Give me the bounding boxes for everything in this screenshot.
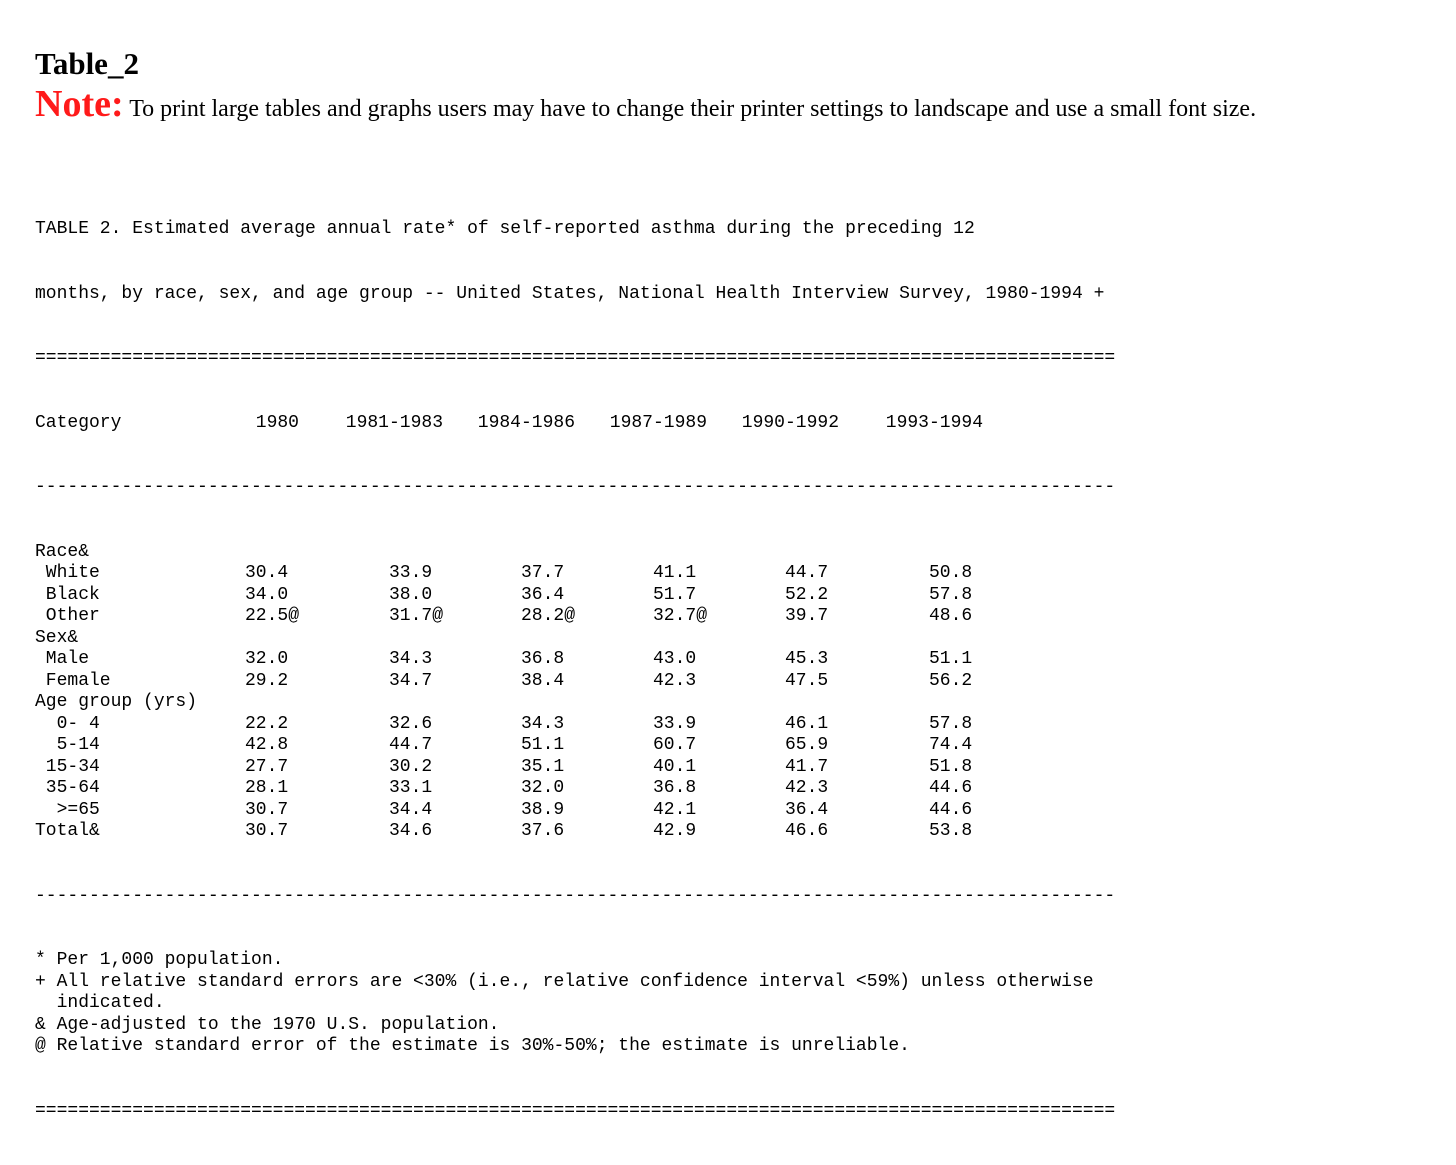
column-header: 1990-1992: [741, 412, 839, 433]
table-cell: 28.2@: [520, 606, 575, 626]
table-cell: 22.2: [244, 713, 299, 734]
table-cell: 65.9: [784, 735, 839, 755]
row-label: Sex&: [35, 627, 79, 648]
table-row: [35, 821, 1115, 843]
footnote: * Per 1,000 population.: [35, 950, 284, 970]
table-cell: 41.1: [652, 563, 707, 583]
table-cell: 45.3: [784, 649, 839, 669]
table-cell: 36.4: [784, 799, 839, 820]
table-cell: 33.1: [388, 778, 443, 798]
table-cell: 53.8: [928, 821, 983, 841]
footnote: indicated.: [35, 993, 165, 1013]
table-cell: 37.7: [520, 563, 575, 583]
single-rule-header: ----------------------------------------------------------------------------------------------------: [35, 477, 1116, 497]
row-label: Total&: [35, 821, 100, 841]
table-row: [35, 563, 1115, 585]
note-label: Note:: [35, 83, 124, 125]
table-cell: 46.6: [784, 821, 839, 841]
table-cell: 22.5@: [244, 606, 299, 626]
table-cell: 31.7@: [388, 606, 443, 626]
table-cell: 44.7: [388, 735, 443, 755]
table-body: [35, 542, 1115, 843]
table-cell: 48.6: [928, 606, 983, 626]
table-cell: 36.4: [520, 584, 575, 605]
single-rule-bottom: ----------------------------------------------------------------------------------------------------: [35, 885, 1116, 906]
table-cell: 51.1: [520, 735, 575, 755]
row-label: 15-34: [35, 756, 100, 777]
table-cell: 42.1: [652, 799, 707, 820]
table-cell: 36.8: [652, 778, 707, 798]
row-label: Race&: [35, 541, 90, 562]
column-header: 1981-1983: [345, 412, 443, 433]
asthma-rate-table: [35, 176, 1115, 1165]
table-cell: 47.5: [784, 670, 839, 691]
table-cell: 35.1: [520, 756, 575, 777]
table-cell: 44.6: [928, 778, 983, 798]
table-cell: 34.6: [388, 821, 443, 841]
table-cell: 32.6: [388, 713, 443, 734]
double-rule-top: ====================================================================================================: [35, 348, 1116, 368]
table-cell: 42.8: [244, 735, 299, 755]
row-label: Female: [35, 670, 111, 691]
table-row: [35, 692, 1115, 714]
document-page: [35, 44, 1435, 1121]
column-header: 1987-1989: [609, 412, 707, 433]
table-cell: 30.7: [244, 799, 299, 820]
note-text: To print large tables and graphs users may have to change their printer settings to landscape and use a small font size.: [123, 96, 1257, 122]
table-cell: 28.1: [244, 778, 299, 798]
table-cell: 30.4: [244, 563, 299, 583]
table-row: [35, 649, 1115, 671]
table-row: [35, 585, 1115, 607]
table-cell: 39.7: [784, 606, 839, 626]
table-cell: 44.6: [928, 799, 983, 820]
table-cell: 27.7: [244, 756, 299, 777]
table-cell: 51.1: [928, 649, 983, 669]
table-cell: 30.7: [244, 821, 299, 841]
double-rule-bottom: ====================================================================================================: [35, 1100, 1116, 1121]
column-header: Category: [35, 412, 122, 433]
row-label: >=65: [35, 799, 100, 820]
table-row: [35, 542, 1115, 564]
table-cell: 40.1: [652, 756, 707, 777]
row-label: Male: [35, 649, 90, 669]
table-cell: 34.0: [244, 584, 299, 605]
page-title: Table_2: [35, 46, 139, 81]
table-cell: 57.8: [928, 584, 983, 605]
table-row: [35, 778, 1115, 800]
table-row: [35, 757, 1115, 779]
column-header: 1993-1994: [885, 412, 983, 433]
table-cell: 44.7: [784, 563, 839, 583]
table-cell: 42.3: [784, 778, 839, 798]
table-row: [35, 671, 1115, 693]
table-row: [35, 606, 1115, 628]
table-caption-line-1: TABLE 2. Estimated average annual rate* of self-reported asthma during the preceding 12: [35, 219, 975, 239]
table-cell: 43.0: [652, 649, 707, 669]
row-label: 35-64: [35, 778, 100, 798]
table-cell: 38.0: [388, 584, 443, 605]
table-cell: 34.4: [388, 799, 443, 820]
table-cell: 60.7: [652, 735, 707, 755]
table-cell: 34.3: [520, 713, 575, 734]
table-cell: 50.8: [928, 563, 983, 583]
table-cell: 38.4: [520, 670, 575, 691]
table-cell: 57.8: [928, 713, 983, 734]
table-cell: 51.8: [928, 756, 983, 777]
row-label: Age group (yrs): [35, 692, 198, 712]
table-caption-line-2: months, by race, sex, and age group -- United States, National Health Interview Survey, 1980-1994 +: [35, 283, 1105, 304]
table-row: [35, 735, 1115, 757]
print-note: [35, 84, 1435, 129]
table-cell: 29.2: [244, 670, 299, 691]
table-cell: 37.6: [520, 821, 575, 841]
column-header: 1984-1986: [477, 412, 575, 433]
table-cell: 30.2: [388, 756, 443, 777]
table-cell: 42.3: [652, 670, 707, 691]
table-cell: 33.9: [388, 563, 443, 583]
table-cell: 32.7@: [652, 606, 707, 626]
footnote: + All relative standard errors are <30% (i.e., relative confidence interval <59%) unless otherwise: [35, 971, 1094, 992]
table-row: [35, 800, 1115, 822]
row-label: Other: [35, 606, 100, 626]
table-cell: 41.7: [784, 756, 839, 777]
table-footnotes: [35, 950, 1115, 1058]
row-label: White: [35, 563, 100, 583]
table-cell: 42.9: [652, 821, 707, 841]
table-header-row: [35, 413, 1115, 435]
table-cell: 52.2: [784, 584, 839, 605]
row-label: 0- 4: [35, 713, 100, 734]
column-header: 1980: [255, 412, 299, 433]
footnote: & Age-adjusted to the 1970 U.S. population.: [35, 1014, 500, 1035]
table-cell: 32.0: [244, 649, 299, 669]
table-cell: 34.3: [388, 649, 443, 669]
table-cell: 36.8: [520, 649, 575, 669]
table-cell: 34.7: [388, 670, 443, 691]
table-cell: 33.9: [652, 713, 707, 734]
table-row: [35, 628, 1115, 650]
table-cell: 38.9: [520, 799, 575, 820]
table-cell: 51.7: [652, 584, 707, 605]
table-cell: 32.0: [520, 778, 575, 798]
table-row: [35, 714, 1115, 736]
row-label: Black: [35, 584, 100, 605]
table-cell: 56.2: [928, 670, 983, 691]
table-cell: 46.1: [784, 713, 839, 734]
row-label: 5-14: [35, 735, 100, 755]
table-cell: 74.4: [928, 735, 983, 755]
footnote: @ Relative standard error of the estimate is 30%-50%; the estimate is unreliable.: [35, 1036, 910, 1056]
